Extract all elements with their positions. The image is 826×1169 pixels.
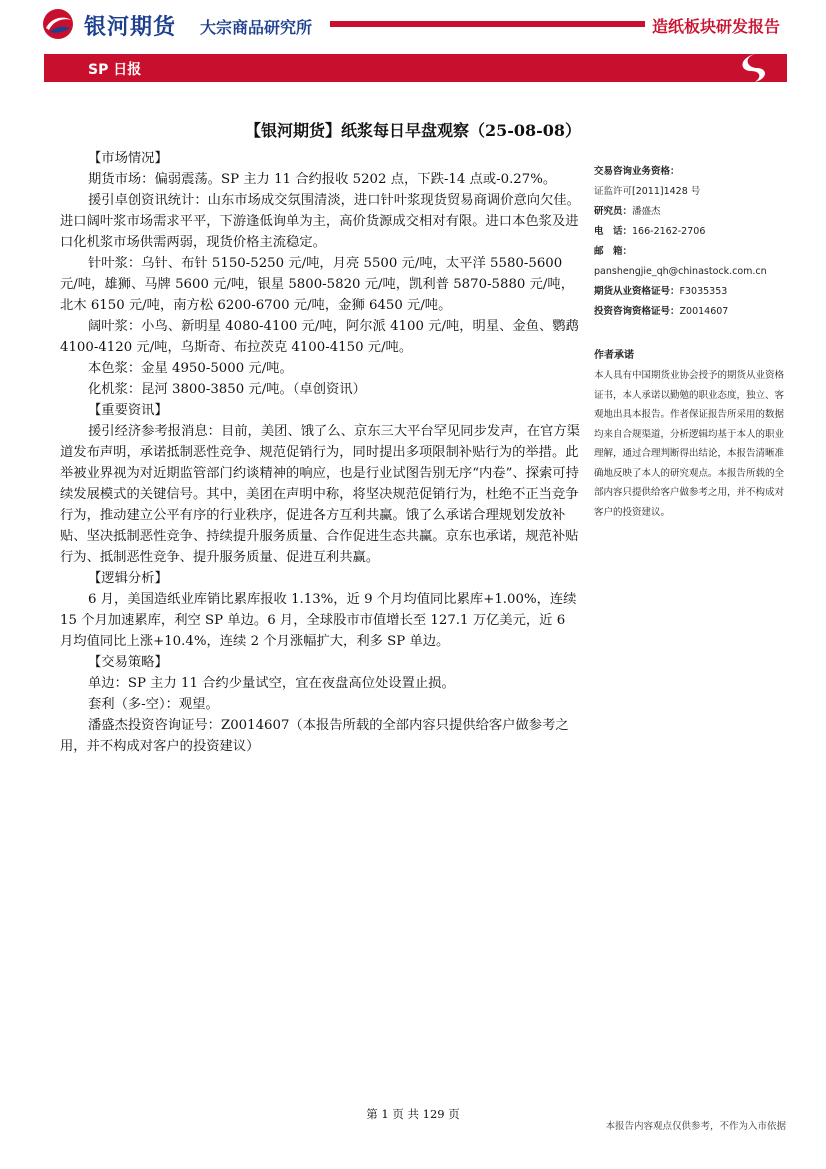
section-heading: 【重要资讯】 [88,403,168,418]
body-paragraph: 阔叶浆：小鸟、新明星 4080-4100 元/吨，阿尔派 4100 元/吨，明星、金鱼、鹦鹉 4100-4120 元/吨，乌斯奇、布拉茨克 4100-4150 元/吨。 [60,319,579,355]
phone-label: 电 话： [594,226,633,237]
analyst-label: 研究员： [594,206,633,217]
license-number: 证监许可[2011]1428 号 [594,186,701,197]
pledge-text: 本人具有中国期货业协会授予的期货从业资格证书，本人承诺以勤勉的职业态度，独立、客观地出具本报告。作者保证报告所采用的数据均来自合规渠道，分析逻辑均基于本人的职业理解，通过合理判断得出结论，本报告清晰准确地反映了本人的研究观点。本报告所载的全部内容只提供给客户做参考之用，并不构成对客户的投资建议。 [594,370,785,518]
galaxy-logo-icon [40,8,76,40]
phone-number: 166-2162-2706 [632,226,706,237]
section-heading: 【交易策略】 [88,655,168,670]
main-body [60,148,582,757]
body-paragraph: 本色浆：金星 4950-5000 元/吨。 [88,361,293,376]
page-number: 第 1 页 共 129 页 [366,1107,460,1121]
body-paragraph: 化机浆：昆河 3800-3850 元/吨。（卓创资讯） [88,382,366,397]
advisory-cert-label: 投资咨询资格证号： [594,306,680,317]
report-type: 造纸板块研发报告 [652,17,781,36]
body-paragraph: 针叶浆：乌针、布针 5150-5250 元/吨，月亮 5500 元/吨，太平洋 5580-5600 元/吨，雄狮、马牌 5600 元/吨，银星 5800-5820 元/吨，凯利普 5870-5880 元/吨，北木 6150 元/吨，南方松 6200-6700 元/吨，金狮 6450 元/吨。 [60,256,574,313]
body-paragraph: 期货市场：偏弱震荡。SP 主力 11 合约报收 5202 点，下跌-14 点或-0.27%。 [88,172,557,187]
body-paragraph: 援引经济参考报消息：目前，美团、饿了么、京东三大平台罕见同步发声，在官方渠道发布声明，承诺抵制恶性竞争、规范促销行为，同时提出多项限制补贴行为的举措。此举被业界视为对近期监管部门约谈精神的响应，也是行业试图告别无序“内卷”、探索可持续发展模式的关键信号。其中，美团在声明中称，将坚决规范促销行为，杜绝不正当竞争行为，推动建立公平有序的行业秩序，促进各方互利共赢。饿了么承诺合理规划发放补贴、坚决抵制恶性竞争、持续提升服务质量、合作促进生态共赢。京东也承诺，规范补贴行为、抵制恶性竞争、提升服务质量、促进互利共赢。 [60,424,580,565]
header-divider [330,21,645,27]
analyst-name: 潘盛杰 [632,206,661,217]
section-banner [44,54,787,82]
futures-cert: F3035353 [679,286,728,297]
banner-label: SP 日报 [88,62,142,78]
email-label: 邮 箱： [594,246,633,257]
swirl-logo-icon [725,52,781,84]
section-heading: 【逻辑分析】 [88,571,168,586]
body-paragraph: 援引卓创资讯统计：山东市场成交氛围清淡，进口针叶浆现货贸易商调价意向欠佳。进口阔叶浆市场需求平平，下游逢低询单为主，高价货源成交相对有限。进口本色浆及进口化机浆市场供需两弱，现货价格主流稳定。 [60,193,580,250]
qualification-label: 交易咨询业务资格： [594,166,680,177]
sidebar [594,162,784,522]
body-paragraph: 6 月，美国造纸业库销比累库报收 1.13%，近 9 个月均值同比累库+1.00%，连续 15 个月加速累库，利空 SP 单边。6 月，全球股市市值增长至 127.1 万亿美元，近 6 月均值同比上涨+10.4%，连续 2 个月涨幅扩大，利多 SP 单边。 [60,592,577,649]
body-paragraph: 套利（多-空）：观望。 [88,697,219,712]
disclaimer-note: 本报告内容观点仅供参考，不作为入市依据 [605,1121,786,1132]
body-paragraph: 潘盛杰投资咨询证号：Z0014607（本报告所载的全部内容只提供给客户做参考之用，并不构成对客户的投资建议） [60,718,569,754]
report-title: 【银河期货】纸浆每日早盘观察（25-08-08） [244,121,582,140]
brand-name: 银河期货 [84,15,177,40]
section-heading: 【市场情况】 [88,151,168,166]
body-paragraph: 单边：SP 主力 11 合约少量试空，宜在夜盘高位处设置止损。 [88,676,455,691]
advisory-cert: Z0014607 [679,306,729,317]
institute-name: 大宗商品研究所 [200,18,313,37]
email-address: panshengjie_qh@chinastock.com.cn [594,266,767,277]
futures-cert-label: 期货从业资格证号： [594,286,680,297]
pledge-title: 作者承诺 [594,350,634,361]
